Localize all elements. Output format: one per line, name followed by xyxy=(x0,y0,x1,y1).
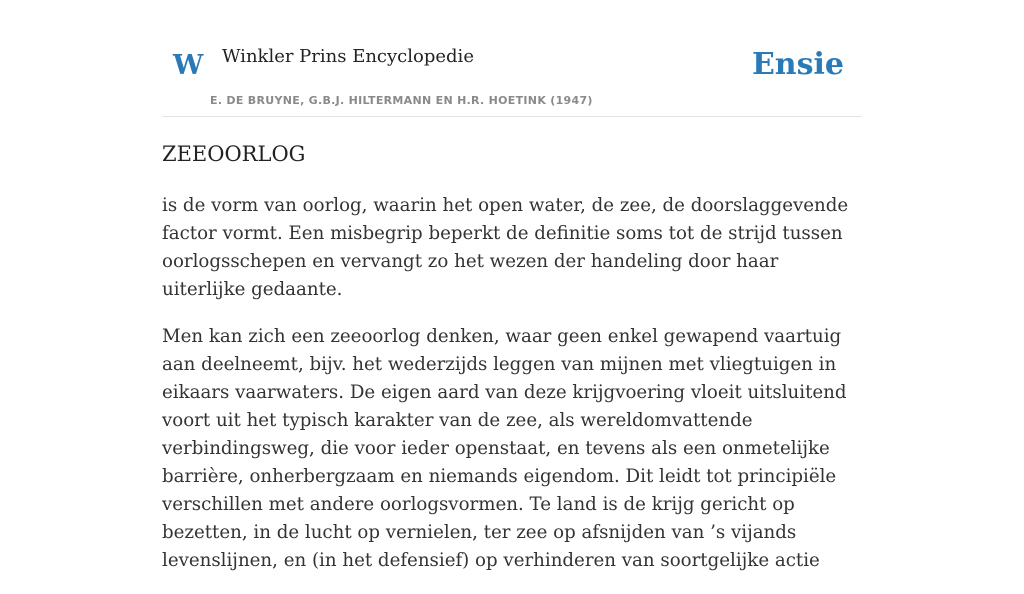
entry-title: ZEEOORLOG xyxy=(162,142,306,166)
article-body xyxy=(162,192,862,594)
ensie-logo[interactable]: Ensie xyxy=(751,47,844,82)
source-title[interactable]: Winkler Prins Encyclopedie xyxy=(222,46,474,67)
winkler-prins-logo[interactable]: W xyxy=(173,50,204,81)
source-header xyxy=(162,0,862,117)
body-paragraph: is de vorm van oorlog, waarin het open water, de zee, de doorslaggevende factor vormt. Een misbegrip beperkt de definitie soms tot de strijd tussen oorlogsschepen en vervangt zo het wezen der handeling door haar uiterlijke gedaante. xyxy=(162,195,849,300)
source-authors: E. DE BRUYNE, G.B.J. HILTERMANN EN H.R. HOETINK (1947) xyxy=(210,94,593,107)
body-paragraph: Men kan zich een zeeoorlog denken, waar geen enkel gewapend vaartuig aan deelneemt, bijv. het wederzijds leggen van mijnen met vliegtuigen in eikaars vaarwaters. De eigen aard van deze krijgvoering vloeit uitsluitend voort uit het typisch karakter van de zee, als wereldomvattende verbindingsweg, die voor ieder openstaat, en tevens als een onmetelijke barrière, onherbergzaam en niemands eigendom. Dit leidt tot principiële verschillen met andere oorlogsvormen. Te land is de krijg gericht op bezetten, in de lucht op vernielen, ter zee op afsnijden van ’s vijands levenslijnen, en (in het defensief) op verhinderen van soortgelijke actie xyxy=(162,326,847,571)
